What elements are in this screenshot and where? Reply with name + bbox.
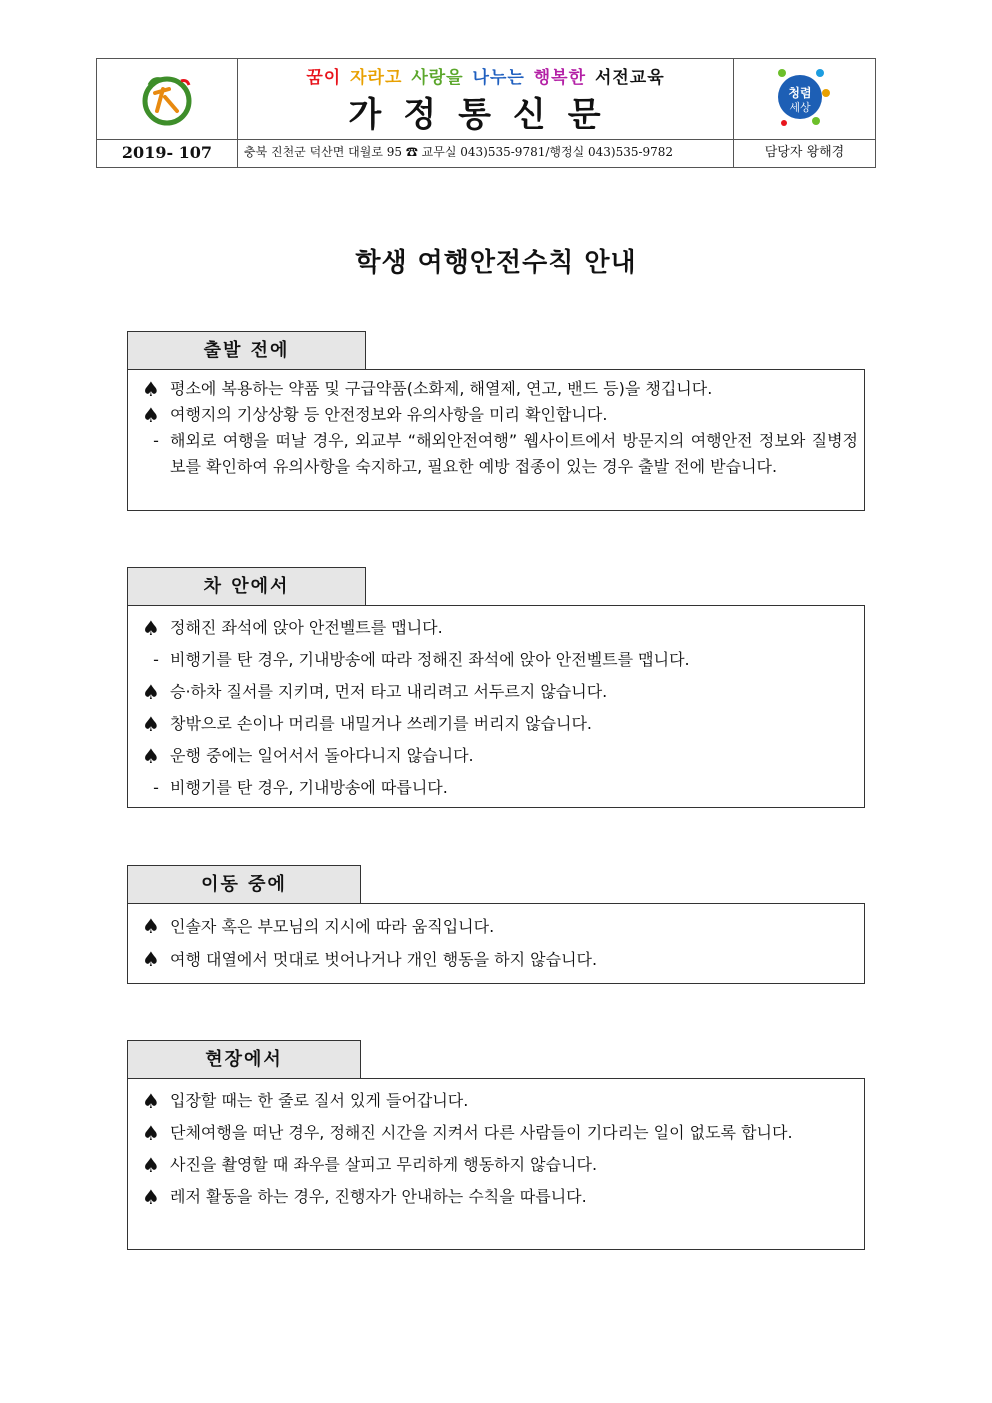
list-item-text: 여행지의 기상상황 등 안전정보와 유의사항을 미리 확인합니다. [170,405,608,424]
list-item-text: 입장할 때는 한 줄로 질서 있게 들어갑니다. [170,1091,469,1110]
contact-person: 담당자 왕해경 [764,145,845,160]
slogan-word: 사랑을 [411,68,464,88]
list-item-text: 단체여행을 떠난 경우, 정해진 시간을 지켜서 다른 사람들이 기다리는 일이 없도록 합니다. [170,1123,793,1142]
spade-bullet-icon: ♠ [142,1089,160,1113]
list-item-text: 비행기를 탄 경우, 기내방송에 따릅니다. [170,778,448,797]
section-box-in-vehicle [127,605,865,808]
list-item [142,644,858,676]
header-bottom-row [97,139,875,167]
header-top-row [97,59,875,140]
section-heading-in-vehicle: 차 안에서 [127,567,366,605]
left-logo-cell [97,59,238,139]
list-item [142,402,858,428]
list-item [142,708,858,740]
svg-text:청렴: 청렴 [788,86,812,100]
list-item-text: 해외로 여행을 떠날 경우, 외교부 “해외안전여행” 웹사이트에서 방문지의 여행안전 정보와 질병정보를 확인하여 유의사항을 숙지하고, 필요한 예방 접종이 있는 경우 출발 전에 받습니다. [170,431,858,476]
list-item-text: 비행기를 탄 경우, 기내방송에 따라 정해진 좌석에 앉아 안전벨트를 맵니다. [170,650,690,669]
list-item-text: 사진을 촬영할 때 좌우를 살피고 무리하게 행동하지 않습니다. [170,1155,598,1174]
list-item [142,910,858,943]
cheongmyeong-logo-icon [734,59,875,139]
section-box-before-departure [127,369,865,511]
newsletter-title: 가정통신문 [348,95,623,135]
slogan-word: 꿈이 [306,68,342,88]
dash-marker: - [153,431,159,450]
list-item [142,376,858,402]
spade-bullet-icon: ♠ [142,1121,160,1145]
spade-bullet-icon: ♠ [142,616,160,640]
list-item [142,1117,858,1149]
spade-bullet-icon: ♠ [142,712,160,736]
list-item [142,1181,858,1213]
list-item-text: 평소에 복용하는 약품 및 구급약품(소화제, 해열제, 연고, 밴드 등)을 챙깁니다. [170,379,713,398]
dash-marker: - [153,778,159,797]
spade-bullet-icon: ♠ [142,377,160,401]
school-slogan [238,63,733,88]
list-item-text: 여행 대열에서 멋대로 벗어나거나 개인 행동을 하지 않습니다. [170,950,598,969]
section-box-on-site [127,1078,865,1250]
spade-bullet-icon: ♠ [142,1185,160,1209]
spade-bullet-icon: ♠ [142,680,160,704]
list-item [142,1149,858,1181]
list-item-text: 레저 활동을 하는 경우, 진행자가 안내하는 수칙을 따릅니다. [170,1187,587,1206]
list-item-text: 창밖으로 손이나 머리를 내밀거나 쓰레기를 버리지 않습니다. [170,714,593,733]
list-item-text: 승·하차 질서를 지키며, 먼저 타고 내리려고 서두르지 않습니다. [170,682,608,701]
spade-bullet-icon: ♠ [142,1153,160,1177]
spade-bullet-icon: ♠ [142,403,160,427]
spade-bullet-icon: ♠ [142,744,160,768]
spade-bullet-icon: ♠ [142,947,160,971]
list-item [142,428,858,480]
school-address: 충북 진천군 덕산면 대월로 95 ☎ 교무실 043)535-9781/행정실 043)535-9782 [238,139,734,167]
spade-bullet-icon: ♠ [142,914,160,938]
list-item-text: 운행 중에는 일어서서 돌아다니지 않습니다. [170,746,474,765]
section-box-while-moving [127,903,865,984]
list-item [142,676,858,708]
section-heading-while-moving: 이동 중에 [127,865,361,903]
svg-text:세상: 세상 [789,101,811,114]
document-title: 학생 여행안전수칙 안내 [355,248,637,278]
section-heading-on-site: 현장에서 [127,1040,361,1078]
slogan-word: 자라고 [350,68,403,88]
slogan-word: 행복한 [533,68,587,88]
school-logo-icon [97,59,238,139]
list-item [142,772,858,804]
list-item [142,740,858,772]
newsletter-header [96,58,876,168]
slogan-word: 서전교육 [594,68,665,88]
list-item-text: 인솔자 혹은 부모님의 지시에 따라 움직입니다. [170,917,495,936]
list-item [142,612,858,644]
list-item-text: 정해진 좌석에 앉아 안전벨트를 맵니다. [170,618,443,637]
list-item [142,1085,858,1117]
slogan-word: 나누는 [472,68,525,88]
title-cell [238,59,734,139]
right-logo-cell [734,59,875,139]
dash-marker: - [153,650,159,669]
section-heading-before-departure: 출발 전에 [127,331,366,369]
list-item [142,943,858,976]
issue-number: 2019- 107 [97,139,238,167]
